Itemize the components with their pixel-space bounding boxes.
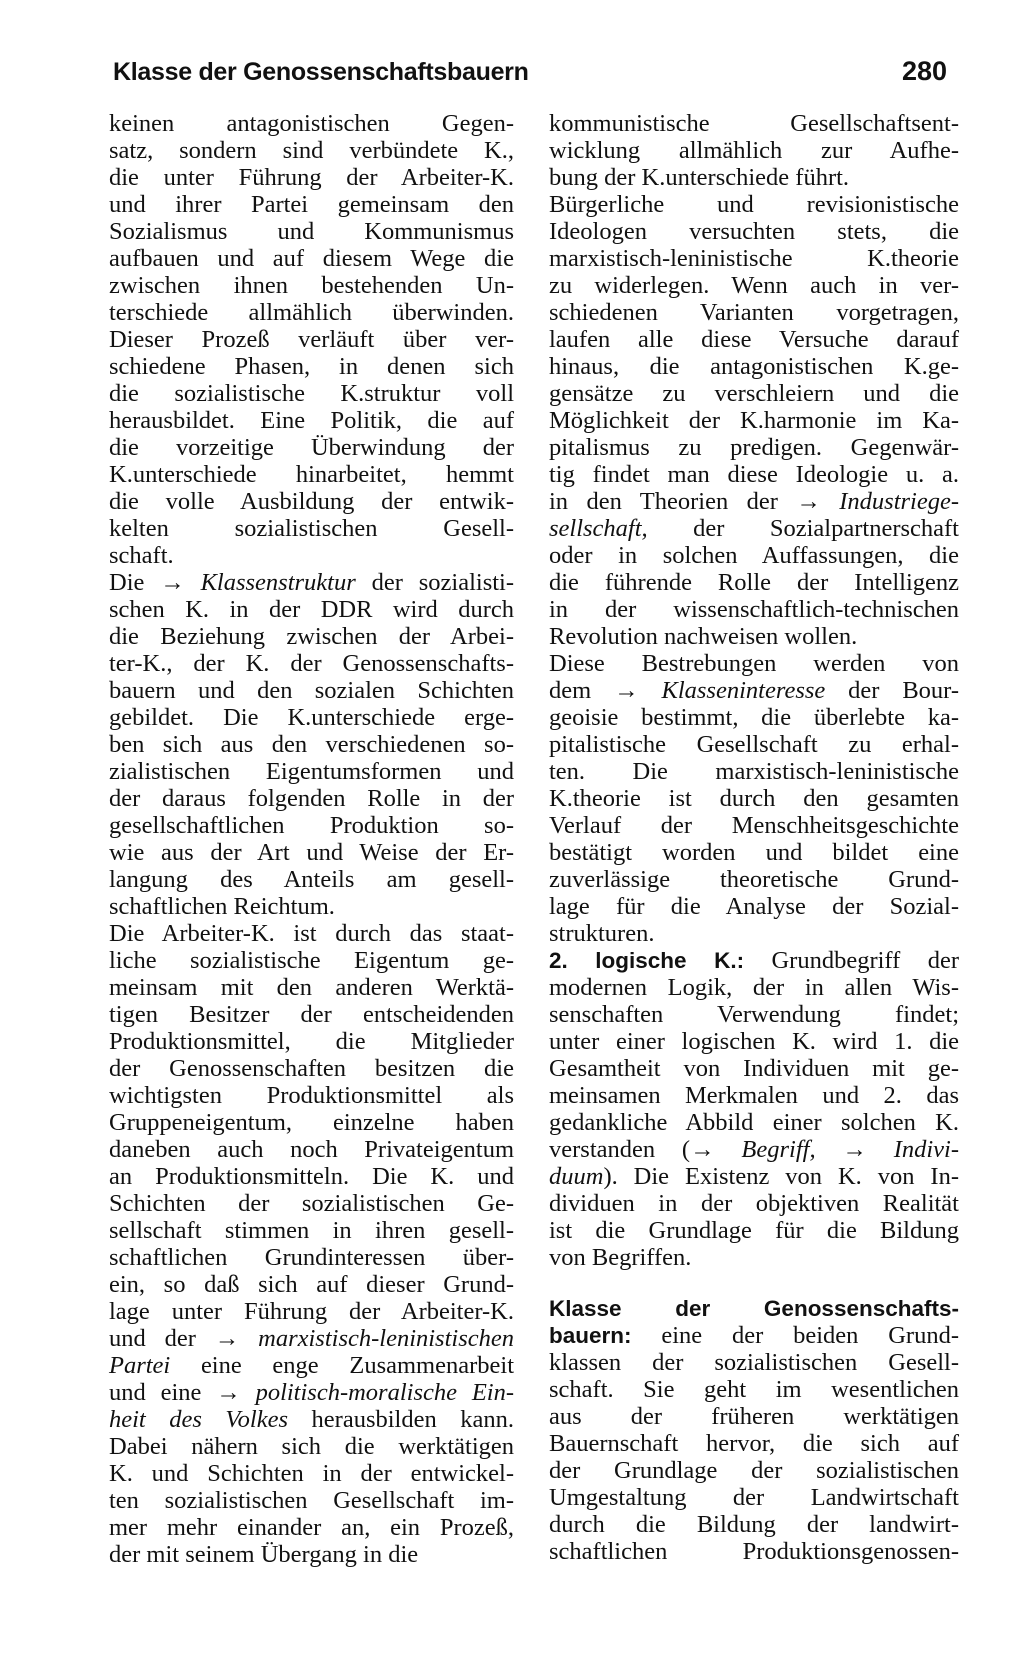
text-run: Grundbegriff der <box>744 947 959 974</box>
text-line: Sozialismus und Kommunismus <box>109 218 514 245</box>
cross-reference: heit des Volkes <box>109 1406 289 1433</box>
text-line: Gesamtheit von Individuen mit ge- <box>549 1055 959 1082</box>
entry-body <box>549 1349 959 1565</box>
text-line: K.unterschiede hinarbeitet, hemmt <box>109 461 514 488</box>
text-line: zialistischen Eigentumsformen und <box>109 758 514 785</box>
text-run: → <box>815 1136 894 1163</box>
text-line: schaftlichen Reichtum. <box>109 893 335 920</box>
text-line: tigen Besitzer der entscheidenden <box>109 1001 514 1028</box>
text-run: und eine → <box>109 1379 256 1406</box>
entry-body <box>549 974 959 1271</box>
text-line: pitalismus zu predigen. Gegenwär- <box>549 434 959 461</box>
text-line: strukturen. <box>549 920 655 947</box>
text-line: gedankliche Abbild einer solchen K. <box>549 1109 959 1136</box>
entry-logische-klasse <box>549 947 959 1271</box>
page-number: 280 <box>902 56 948 86</box>
left-column <box>109 110 514 1568</box>
text-run: in den Theorien der → <box>549 488 840 515</box>
text-line: pitalistische Gesellschaft zu erhal- <box>549 731 959 758</box>
text-run: herausbilden kann. <box>288 1406 514 1433</box>
text-line: schiedene Phasen, in denen sich <box>109 353 514 380</box>
text-run: eine enge Zusammenarbeit <box>170 1352 514 1379</box>
text-line: Revolution nachweisen wollen. <box>549 623 858 650</box>
text-run: der Bour- <box>825 677 960 704</box>
text-line: zuverlässige theoretische Grund- <box>549 866 959 893</box>
text-line: ein, so daß sich auf dieser Grund- <box>109 1271 514 1298</box>
text-line <box>549 947 959 974</box>
text-line <box>109 569 514 596</box>
text-line: herausbildet. Eine Politik, die auf <box>109 407 514 434</box>
entry-term: bauern: <box>549 1323 632 1348</box>
text-line: Dieser Prozeß verläuft über ver- <box>109 326 514 353</box>
right-column <box>549 110 959 1565</box>
entry-term: 2. logische K.: <box>549 948 745 973</box>
text-run: eine der beiden Grund- <box>631 1322 959 1349</box>
text-line: und ihrer Partei gemeinsam den <box>109 191 514 218</box>
text-run: verstanden (→ <box>549 1136 742 1163</box>
text-line: kelten sozialistischen Gesell- <box>109 515 514 542</box>
text-line <box>109 1352 514 1379</box>
entry-term: Klasse der Genossenschafts- <box>549 1296 959 1321</box>
text-line: modernen Logik, der in allen Wis- <box>549 974 959 1001</box>
text-line: die volle Ausbildung der entwik- <box>109 488 514 515</box>
text-line <box>549 515 959 542</box>
text-line: schaft. <box>109 542 174 569</box>
text-run: der Sozialpartnerschaft <box>647 515 959 542</box>
text-line: Dabei nähern sich die werktätigen <box>109 1433 514 1460</box>
text-line: laufen alle diese Versuche darauf <box>549 326 959 353</box>
text-line: schaft. Sie geht im wesentlichen <box>549 1376 959 1403</box>
entry-klasse-der-genossenschaftsbauern <box>549 1295 959 1565</box>
text-line: Ideologen versuchten stets, die <box>549 218 959 245</box>
cross-reference: marxistisch-leninistischen <box>258 1325 514 1352</box>
text-run: dem → <box>549 677 662 704</box>
text-line: satz, sondern sind verbündete K., <box>109 137 514 164</box>
text-line: schiedenen Varianten vorgetragen, <box>549 299 959 326</box>
text-line: Bauernschaft hervor, die sich auf <box>549 1430 959 1457</box>
text-line: keinen antagonistischen Gegen- <box>109 110 514 137</box>
text-line: langung des Anteils am gesell- <box>109 866 514 893</box>
text-line: marxistisch-leninistische K.theorie <box>549 245 959 272</box>
text-line: bung der K.unterschiede führt. <box>549 164 850 191</box>
text-line: Möglichkeit der K.harmonie im Ka- <box>549 407 959 434</box>
text-line: liche sozialistische Eigentum ge- <box>109 947 514 974</box>
text-line: Schichten der sozialistischen Ge- <box>109 1190 514 1217</box>
cross-reference: Klassenstruktur <box>200 569 356 596</box>
text-line: ten sozialistischen Gesellschaft im- <box>109 1487 514 1514</box>
text-line: unter einer logischen K. wird 1. die <box>549 1028 959 1055</box>
cross-reference: Klasseninteresse <box>661 677 826 704</box>
text-line: schen K. in der DDR wird durch <box>109 596 514 623</box>
cross-reference: Industriege- <box>839 488 959 515</box>
text-line <box>549 1136 959 1163</box>
text-line: geoisie bestimmt, die überlebte ka- <box>549 704 959 731</box>
text-line: wie aus der Art und Weise der Er- <box>109 839 514 866</box>
text-line <box>549 1163 959 1190</box>
text-run: Die → <box>109 569 201 596</box>
text-line: von Begriffen. <box>549 1244 692 1271</box>
text-line: aufbauen und auf diesem Wege die <box>109 245 514 272</box>
text-line: klassen der sozialistischen Gesell- <box>549 1349 959 1376</box>
text-line: zu widerlegen. Wenn auch in ver- <box>549 272 959 299</box>
text-line: ter-K., der K. der Genossenschafts- <box>109 650 514 677</box>
text-line: Bürgerliche und revisionistische <box>549 191 959 218</box>
text-line: sellschaft stimmen in ihren gesell- <box>109 1217 514 1244</box>
text-line: bestätigt worden und bildet eine <box>549 839 959 866</box>
text-line: dividuen in der objektiven Realität <box>549 1190 959 1217</box>
text-line: Umgestaltung der Landwirtschaft <box>549 1484 959 1511</box>
text-line: in der wissenschaftlich-technischen <box>549 596 959 623</box>
text-line: hinaus, die antagonistischen K.ge- <box>549 353 959 380</box>
text-line: senschaften Verwendung findet; <box>549 1001 959 1028</box>
text-line: meinsam mit den anderen Werktä- <box>109 974 514 1001</box>
text-line: ten. Die marxistisch-leninistische <box>549 758 959 785</box>
text-line: terschiede allmählich überwinden. <box>109 299 514 326</box>
text-line: an Produktionsmitteln. Die K. und <box>109 1163 514 1190</box>
text-line: oder in solchen Auffassungen, die <box>549 542 959 569</box>
text-line: die unter Führung der Arbeiter-K. <box>109 164 514 191</box>
text-line: zwischen ihnen bestehenden Un- <box>109 272 514 299</box>
text-line: Gruppeneigentum, einzelne haben <box>109 1109 514 1136</box>
cross-reference: Indivi- <box>893 1136 959 1163</box>
text-line <box>549 488 959 515</box>
cross-reference: politisch-moralische Ein- <box>255 1379 514 1406</box>
text-line: wichtigsten Produktionsmittel als <box>109 1082 514 1109</box>
text-line: die Beziehung zwischen der Arbei- <box>109 623 514 650</box>
text-run: der sozialisti- <box>355 569 515 596</box>
text-line: durch die Bildung der landwirt- <box>549 1511 959 1538</box>
cross-reference: sellschaft, <box>549 515 648 542</box>
text-line: schaftlichen Produktionsgenossen- <box>549 1538 959 1565</box>
text-line: ist die Grundlage für die Bildung <box>549 1217 959 1244</box>
text-line <box>549 677 959 704</box>
text-line: gensätze zu verschleiern und die <box>549 380 959 407</box>
text-line: Diese Bestrebungen werden von <box>549 650 959 677</box>
text-line: aus der früheren werktätigen <box>549 1403 959 1430</box>
text-line: K. und Schichten in der entwickel- <box>109 1460 514 1487</box>
text-line: ben sich aus den verschiedenen so- <box>109 731 514 758</box>
text-line: kommunistische Gesellschaftsent- <box>549 110 959 137</box>
text-line <box>549 1322 959 1349</box>
text-line <box>109 1325 514 1352</box>
text-line: die vorzeitige Überwindung der <box>109 434 514 461</box>
text-line: Produktionsmittel, die Mitglieder <box>109 1028 514 1055</box>
text-line: die sozialistische K.struktur voll <box>109 380 514 407</box>
text-line: die führende Rolle der Intelligenz <box>549 569 959 596</box>
running-head: Klasse der Genossenschaftsbauern <box>113 58 529 86</box>
text-line: der mit seinem Übergang in die <box>109 1541 419 1568</box>
text-line: der Genossenschaften besitzen die <box>109 1055 514 1082</box>
text-run: ). Die Existenz von K. von In- <box>603 1163 959 1190</box>
text-line: lage unter Führung der Arbeiter-K. <box>109 1298 514 1325</box>
text-line: K.theorie ist durch den gesamten <box>549 785 959 812</box>
text-line: gebildet. Die K.unterschiede erge- <box>109 704 514 731</box>
text-line: wicklung allmählich zur Aufhe- <box>549 137 959 164</box>
text-line: meinsamen Merkmalen und 2. das <box>549 1082 959 1109</box>
right-column-continuation <box>549 110 959 947</box>
text-line: Verlauf der Menschheitsgeschichte <box>549 812 959 839</box>
text-line: Die Arbeiter-K. ist durch das staat- <box>109 920 514 947</box>
cross-reference: duum <box>549 1163 604 1190</box>
text-line: gesellschaftlichen Produktion so- <box>109 812 514 839</box>
text-line: lage für die Analyse der Sozial- <box>549 893 959 920</box>
text-line: mer mehr einander an, ein Prozeß, <box>109 1514 514 1541</box>
text-line <box>109 1379 514 1406</box>
text-line: schaftlichen Grundinteressen über- <box>109 1244 514 1271</box>
text-line: der Grundlage der sozialistischen <box>549 1457 959 1484</box>
text-line: daneben auch noch Privateigentum <box>109 1136 514 1163</box>
text-line <box>549 1295 959 1322</box>
text-line: der daraus folgenden Rolle in der <box>109 785 514 812</box>
text-line: bauern und den sozialen Schichten <box>109 677 514 704</box>
cross-reference: Partei <box>109 1352 171 1379</box>
text-line <box>109 1406 514 1433</box>
text-run: und der → <box>109 1325 259 1352</box>
cross-reference: Begriff, <box>741 1136 816 1163</box>
text-line: tig findet man diese Ideologie u. a. <box>549 461 959 488</box>
